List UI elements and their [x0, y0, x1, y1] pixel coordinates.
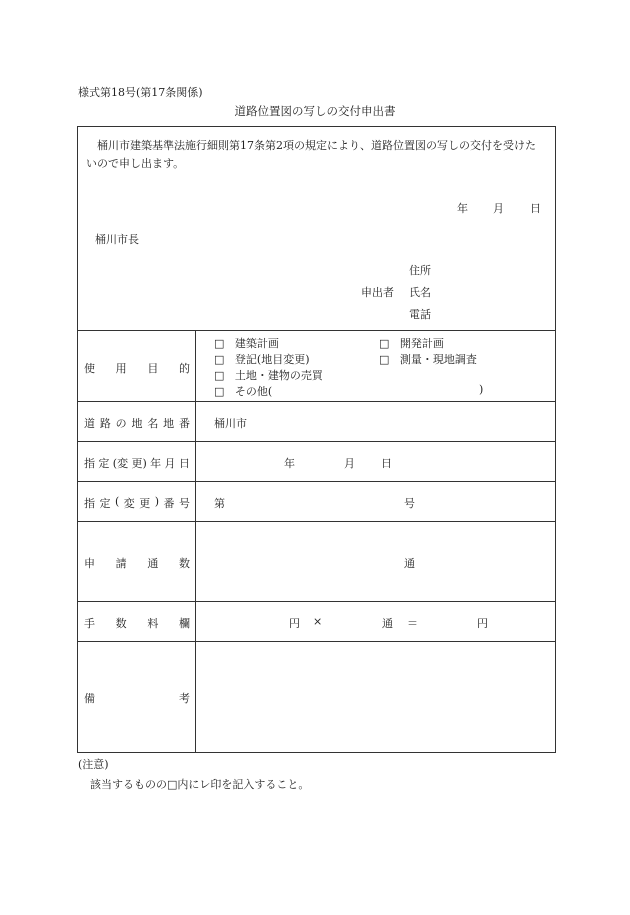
remarks-label-char: 考 [179, 692, 190, 705]
notes-heading: (注意) [78, 758, 109, 771]
road-location-label-char: 道 [84, 417, 95, 430]
copies-label-char: 申 [84, 557, 95, 570]
copies-label-char: 通 [147, 557, 159, 570]
remarks-field[interactable] [198, 645, 552, 749]
address-label: 住所 [409, 264, 431, 277]
row-divider [78, 401, 555, 402]
road-location-label [84, 415, 190, 431]
remarks-label-char: 備 [84, 692, 95, 705]
form-number: 様式第18号(第17条関係) [78, 86, 203, 99]
row-divider [78, 521, 555, 522]
checkbox-dev-plan[interactable] [379, 335, 444, 351]
option-sale: 土地・建物の売買 [234, 369, 323, 382]
fee-total-yen: 円 [477, 617, 488, 630]
checkbox-survey[interactable] [379, 351, 477, 367]
fee-times: × [313, 615, 323, 628]
purpose-label-char: 的 [178, 362, 190, 375]
designation-month-field[interactable]: 月 [344, 457, 355, 470]
checkbox-icon: □ [379, 337, 390, 350]
purpose-label-char: 使 [84, 362, 95, 375]
designation-day-field[interactable]: 日 [381, 457, 392, 470]
road-location-label-char: 名 [147, 417, 159, 430]
designation-number-label-char: 変 [123, 497, 135, 510]
copies-unit[interactable]: 通 [404, 557, 415, 570]
designation-date-label-char: 年 [150, 457, 162, 470]
designation-number-label-char: 号 [178, 497, 190, 510]
designation-number-label-char: 番 [163, 497, 175, 510]
row-divider [78, 601, 555, 602]
date-day-label: 日 [530, 202, 541, 215]
checkbox-icon: □ [214, 353, 225, 366]
checkbox-icon: □ [214, 337, 225, 350]
road-location-label-char: 番 [178, 417, 190, 430]
option-build-plan: 建築計画 [234, 337, 279, 350]
road-location-label-char: 路 [99, 417, 111, 430]
other-close-paren: ) [479, 383, 484, 396]
purpose-label-char: 目 [147, 362, 159, 375]
fee-label-char: 手 [84, 617, 95, 630]
designation-date-label-char: (変 [112, 457, 129, 470]
designation-date-label-char: 日 [178, 457, 190, 470]
designation-date-label-char: 更) [131, 457, 147, 470]
designation-number-label-char: ) [154, 495, 160, 508]
checkbox-sale[interactable] [214, 367, 323, 383]
road-location-label-char: 地 [163, 417, 175, 430]
checkbox-registration[interactable] [214, 351, 310, 367]
checkbox-other[interactable] [214, 383, 272, 399]
checkbox-icon: □ [214, 385, 225, 398]
road-location-value[interactable]: 桶川市 [214, 417, 247, 430]
option-survey: 測量・現地調査 [399, 353, 477, 366]
option-other: その他( [234, 385, 273, 398]
designation-number-label-char: 更 [139, 497, 151, 510]
row-divider [78, 481, 555, 482]
row-divider [78, 441, 555, 442]
column-divider [195, 330, 196, 752]
designation-date-label [84, 455, 190, 471]
copies-label-char: 請 [115, 557, 127, 570]
designation-date-label-char: 定 [98, 457, 110, 470]
designation-number-suffix: 号 [404, 497, 415, 510]
intro-text: 桶川市建築基準法施行細則第17条第2項の規定により、道路位置図の写しの交付を受けたいので申し出ます。 [86, 139, 536, 170]
fee-label-char: 欄 [178, 617, 190, 630]
designation-year-field[interactable]: 年 [284, 457, 295, 470]
row-divider [78, 641, 555, 642]
copies-label-char: 数 [178, 557, 190, 570]
designation-date-label-char: 指 [84, 457, 95, 470]
fee-label [84, 615, 190, 631]
date-month-label: 月 [493, 202, 504, 215]
addressee: 桶川市長 [95, 233, 139, 246]
copies-label [84, 555, 190, 571]
checkbox-build-plan[interactable] [214, 335, 279, 351]
designation-number-prefix: 第 [214, 497, 225, 510]
date-year-label: 年 [457, 202, 468, 215]
designation-number-label-char: ( [114, 495, 120, 508]
designation-number-label-char: 定 [99, 497, 111, 510]
checkbox-icon: □ [214, 369, 225, 382]
notes-body: 該当するものの□内にレ印を記入すること。 [90, 778, 310, 791]
option-dev-plan: 開発計画 [399, 337, 444, 350]
application-form [77, 126, 556, 753]
road-location-label-char: の [115, 417, 127, 430]
applicant-label: 申出者 [361, 286, 394, 299]
fee-label-char: 数 [115, 617, 127, 630]
designation-number-label-char: 指 [84, 497, 95, 510]
purpose-label [84, 360, 190, 376]
fee-label-char: 料 [147, 617, 159, 630]
road-location-label-char: 地 [131, 417, 143, 430]
phone-label: 電話 [409, 308, 431, 321]
name-label: 氏名 [409, 286, 431, 299]
designation-number-label [84, 495, 190, 511]
remarks-label [84, 690, 190, 706]
fee-copies: 通 [382, 617, 393, 630]
checkbox-icon: □ [379, 353, 390, 366]
row-divider [78, 330, 555, 331]
document-title: 道路位置図の写しの交付申出書 [234, 104, 396, 118]
fee-unit-yen: 円 [289, 617, 300, 630]
designation-date-label-char: 月 [164, 457, 176, 470]
fee-equals: ＝ [407, 617, 418, 630]
option-registration: 登記(地目変更) [234, 353, 310, 366]
purpose-label-char: 用 [115, 362, 127, 375]
